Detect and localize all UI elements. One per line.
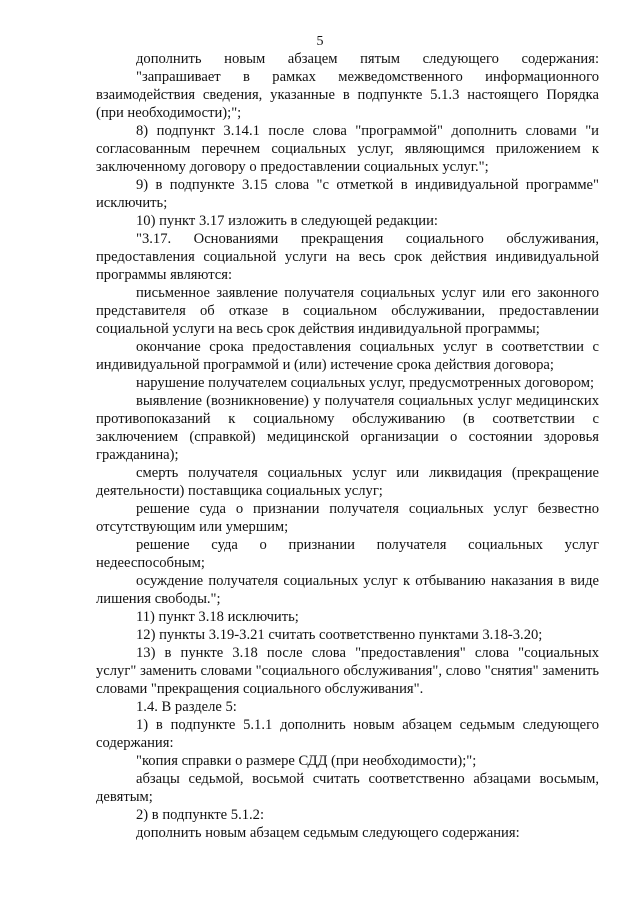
paragraph-19: 1) в подпункте 5.1.1 дополнить новым абзацем седьмым следующего содержания:: [96, 717, 599, 751]
paragraph-15: 11) пункт 3.18 исключить;: [136, 609, 299, 625]
paragraph-20: "копия справки о размере СДД (при необходимости);";: [136, 753, 477, 769]
paragraph-12: решение суда о признании получателя социальных услуг безвестно отсутствующим или умершим;: [96, 501, 599, 535]
paragraph-10: выявление (возникновение) у получателя социальных услуг медицинских противопоказаний к социальному обслуживанию (в соответствии с заключением (справкой) медицинской организации о состоянии здоровья гражданина);: [96, 393, 599, 463]
paragraph-21: абзацы седьмой, восьмой считать соответственно абзацами восьмым, девятым;: [96, 771, 599, 805]
paragraph-3: 8) подпункт 3.14.1 после слова "программой" дополнить словами "и согласованным перечнем социальных услуг, являющимся приложением к заключенному договору о предоставлении социальных услуг.";: [96, 123, 599, 175]
paragraph-6: "3.17. Основаниями прекращения социального обслуживания, предоставления социальной услуги на весь срок действия индивидуальной программы являются:: [96, 231, 599, 283]
paragraph-8: окончание срока предоставления социальных услуг в соответствии с индивидуальной программой и (или) истечение срока действия договора;: [96, 339, 599, 373]
paragraph-7: письменное заявление получателя социальных услуг или его законного представителя об отказе в социальном обслуживании, предоставлении социальной услуги на весь срок действия индивидуальной программы;: [96, 285, 599, 337]
paragraph-17: 13) в пункте 3.18 после слова "предоставления" слова "социальных услуг" заменить словами "социального обслуживания", слово "снятия" заменить словами "прекращения социального обслуживания".: [96, 645, 599, 697]
paragraph-16: 12) пункты 3.19-3.21 считать соответственно пунктами 3.18-3.20;: [136, 627, 543, 643]
paragraph-4: 9) в подпункте 3.15 слова "с отметкой в индивидуальной программе" исключить;: [96, 177, 599, 211]
paragraph-2: "запрашивает в рамках межведомственного информационного взаимодействия сведения, указанные в подпункте 5.1.3 настоящего Порядка (при необходимости);";: [96, 69, 599, 121]
paragraph-18: 1.4. В разделе 5:: [136, 699, 237, 715]
paragraph-13: решение суда о признании получателя социальных услуг недееспособным;: [96, 537, 599, 571]
document-body: [96, 50, 599, 842]
paragraph-22: 2) в подпункте 5.1.2:: [136, 807, 265, 823]
paragraph-9: нарушение получателем социальных услуг, предусмотренных договором;: [136, 375, 595, 391]
paragraph-1: дополнить новым абзацем пятым следующего содержания:: [136, 51, 599, 67]
paragraph-23: дополнить новым абзацем седьмым следующего содержания:: [136, 825, 520, 841]
paragraph-5: 10) пункт 3.17 изложить в следующей редакции:: [136, 213, 438, 229]
page-number: 5: [316, 34, 324, 49]
paragraph-11: смерть получателя социальных услуг или ликвидация (прекращение деятельности) поставщика социальных услуг;: [96, 465, 599, 499]
paragraph-14: осуждение получателя социальных услуг к отбыванию наказания в виде лишения свободы.";: [96, 573, 599, 607]
